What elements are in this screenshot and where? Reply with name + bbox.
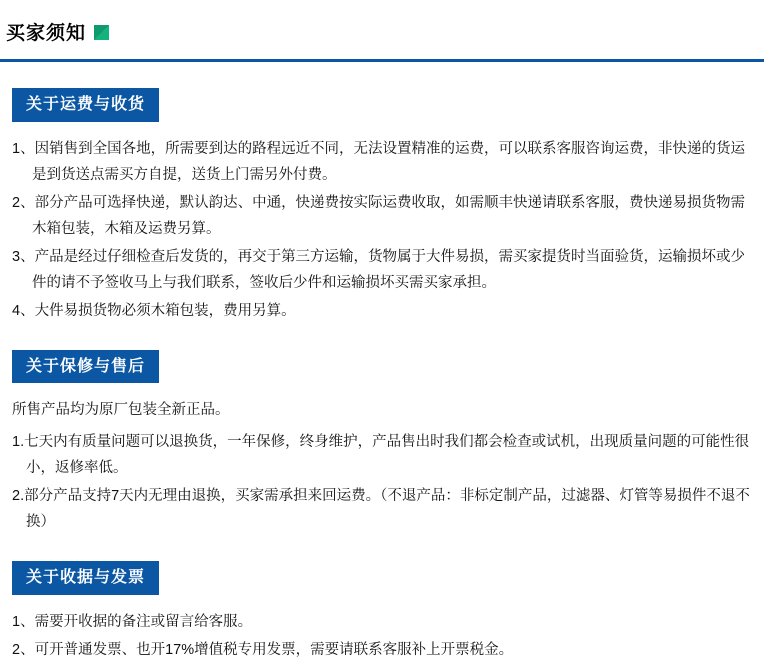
section-title-warranty: 关于保修与售后 xyxy=(12,350,159,384)
shipping-line-2: 2、部分产品可选择快递，默认韵达、中通，快递费按实际运费收取，如需顺丰快递请联系客服，费快递易损货物需木箱包装，木箱及运费另算。 xyxy=(12,194,746,237)
warranty-line-1: 1.七天内有质量问题可以退换货，一年保修，终身维护，产品售出时我们都会检查或试机，出现质量问题的可能性很小，返修率低。 xyxy=(12,434,750,477)
section-title-invoice: 关于收据与发票 xyxy=(12,561,159,595)
section-body-warranty xyxy=(12,397,752,535)
green-square-icon xyxy=(94,25,109,40)
shipping-line-4: 4、大件易损货物必须木箱包装，费用另算。 xyxy=(12,302,296,319)
invoice-line-2: 2、可开普通发票、也开17%增值税专用发票，需要请联系客服补上开票税金。 xyxy=(12,641,514,658)
shipping-line-3: 3、产品是经过仔细检查后发货的，再交于第三方运输，货物属于大件易损，需买家提货时当面验货，运输损坏或少件的请不予签收马上与我们联系，签收后少件和运输损坏买需买家承担。 xyxy=(12,248,746,291)
section-shipping xyxy=(12,88,752,324)
section-body-invoice xyxy=(12,609,752,663)
notice-content xyxy=(0,88,764,663)
section-warranty xyxy=(12,350,752,536)
section-title-shipping: 关于运费与收货 xyxy=(12,88,159,122)
page-header xyxy=(0,0,764,62)
warranty-intro: 所售产品均为原厂包装全新正品。 xyxy=(12,402,230,419)
section-body-shipping xyxy=(12,136,752,324)
page-title: 买家须知 xyxy=(6,23,87,44)
warranty-line-2: 2.部分产品支持7天内无理由退换，买家需承担来回运费。（不退产品：非标定制产品，过滤器、灯管等易损件不退不换） xyxy=(12,488,750,531)
invoice-line-1: 1、需要开收据的备注或留言给客服。 xyxy=(12,613,253,630)
shipping-line-1: 1、因销售到全国各地，所需要到达的路程远近不同，无法设置精准的运费，可以联系客服咨询运费，非快递的货运是到货送点需买方自提，送货上门需另外付费。 xyxy=(12,140,746,183)
section-invoice xyxy=(12,561,752,663)
